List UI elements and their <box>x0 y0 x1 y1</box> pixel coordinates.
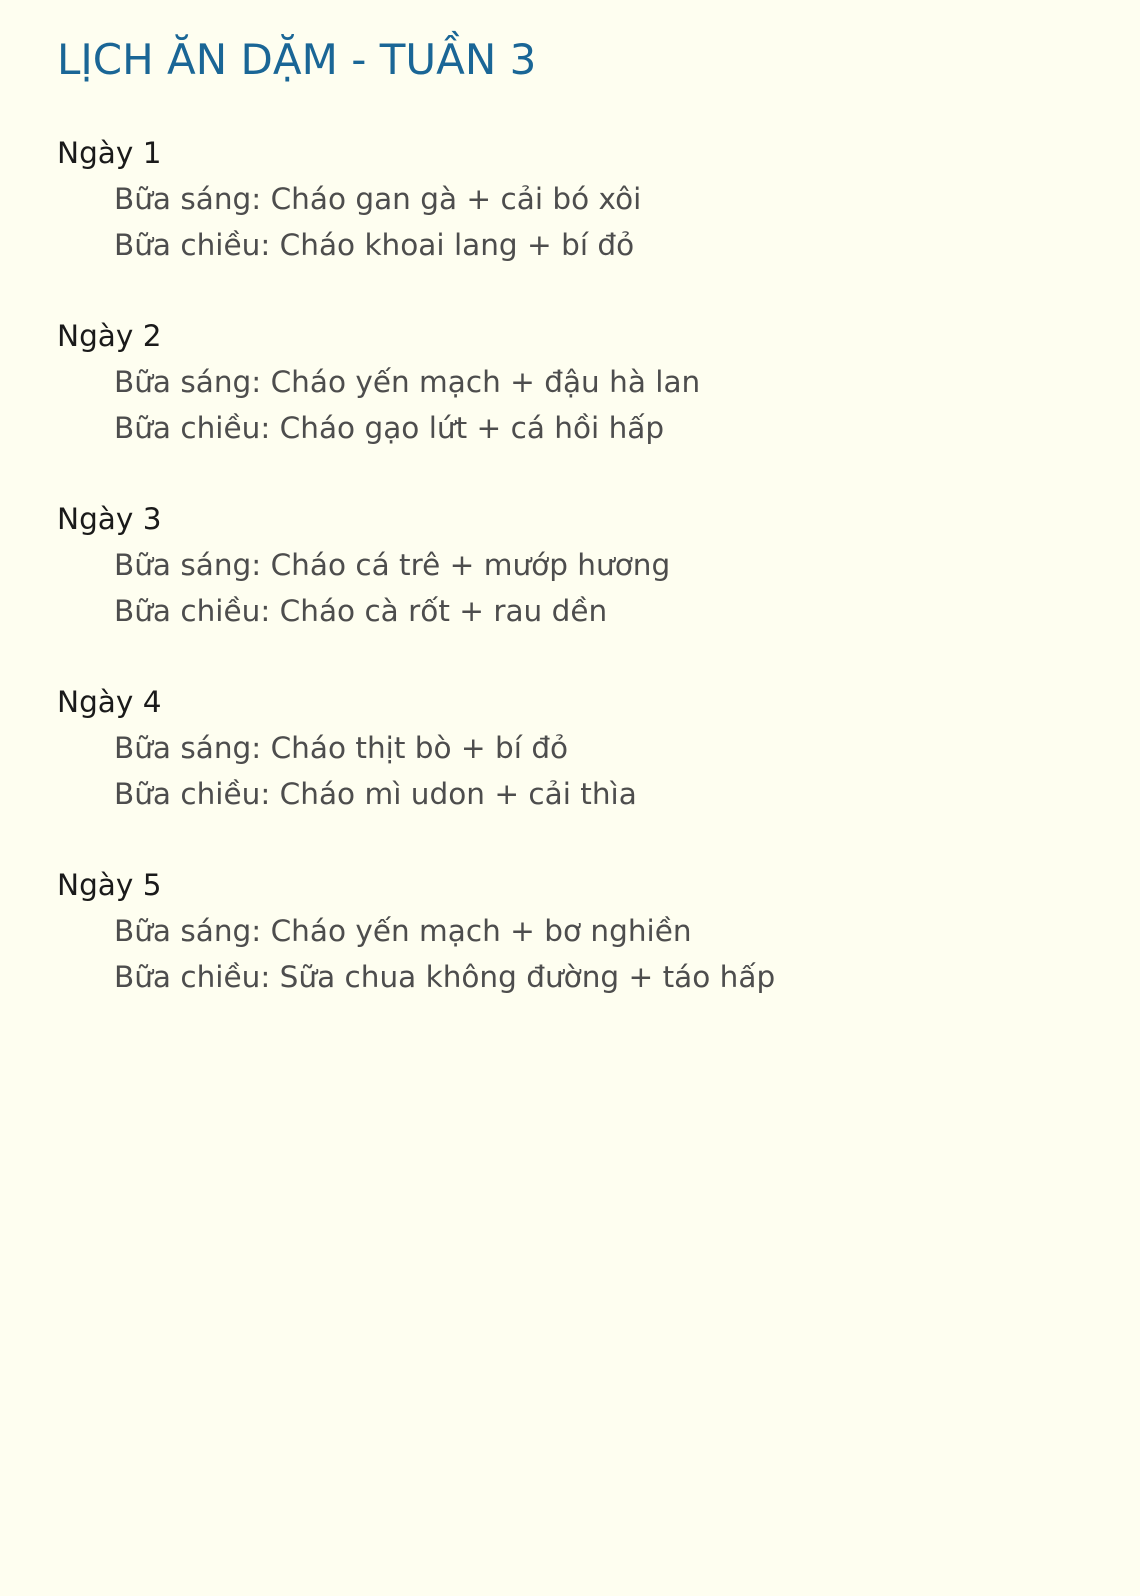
breakfast-item: Bữa sáng: Cháo yến mạch + đậu hà lan <box>114 365 701 399</box>
dinner-item: Bữa chiều: Cháo mì udon + cải thìa <box>114 777 637 811</box>
day-block-1 <box>57 130 1097 268</box>
breakfast-item: Bữa sáng: Cháo thịt bò + bí đỏ <box>114 731 569 765</box>
breakfast-item: Bữa sáng: Cháo gan gà + cải bó xôi <box>114 182 642 216</box>
meal-plan-document <box>57 34 1097 1045</box>
breakfast-item: Bữa sáng: Cháo cá trê + mướp hương <box>114 548 671 582</box>
dinner-item: Bữa chiều: Cháo khoai lang + bí đỏ <box>114 228 635 262</box>
day-block-3 <box>57 496 1097 634</box>
dinner-item: Bữa chiều: Cháo gạo lứt + cá hồi hấp <box>114 411 665 445</box>
day-label: Ngày 1 <box>57 136 162 170</box>
day-block-2 <box>57 313 1097 451</box>
page-title: LỊCH ĂN DẶM - TUẦN 3 <box>57 35 537 84</box>
day-block-4 <box>57 679 1097 817</box>
days-list <box>57 130 1097 1000</box>
day-label: Ngày 4 <box>57 685 162 719</box>
day-label: Ngày 2 <box>57 319 162 353</box>
dinner-item: Bữa chiều: Sữa chua không đường + táo hấp <box>114 960 776 994</box>
breakfast-item: Bữa sáng: Cháo yến mạch + bơ nghiền <box>114 914 692 948</box>
day-block-5 <box>57 862 1097 1000</box>
dinner-item: Bữa chiều: Cháo cà rốt + rau dền <box>114 594 608 628</box>
day-label: Ngày 3 <box>57 502 162 536</box>
day-label: Ngày 5 <box>57 868 162 902</box>
